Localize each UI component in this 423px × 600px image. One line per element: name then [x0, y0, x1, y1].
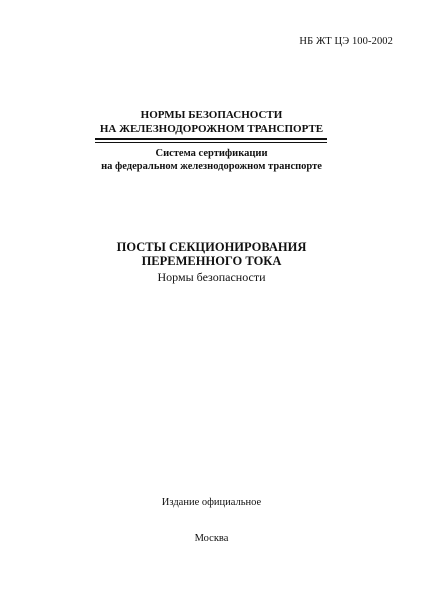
document-subtitle: Нормы безопасности [157, 270, 266, 284]
divider-thick [95, 138, 327, 140]
publication-city: Москва [194, 533, 229, 544]
divider-thin [95, 142, 327, 143]
certification-system-title [0, 147, 423, 173]
main-title [0, 240, 423, 268]
series-title-line-2: НА ЖЕЛЕЗНОДОРОЖНОМ ТРАНСПОРТЕ [99, 123, 324, 135]
series-title [0, 108, 423, 136]
edition-note: Издание официальное [161, 497, 262, 508]
series-title-line-1: НОРМЫ БЕЗОПАСНОСТИ [140, 109, 283, 121]
system-title-line-1: Система сертификации [155, 148, 268, 159]
main-title-line-1: ПОСТЫ СЕКЦИОНИРОВАНИЯ [116, 240, 307, 254]
system-title-line-2: на федеральном железнодорожном транспорте [101, 161, 322, 172]
main-title-line-2: ПЕРЕМЕННОГО ТОКА [141, 254, 282, 268]
document-code: НБ ЖТ ЦЭ 100-2002 [299, 36, 393, 47]
